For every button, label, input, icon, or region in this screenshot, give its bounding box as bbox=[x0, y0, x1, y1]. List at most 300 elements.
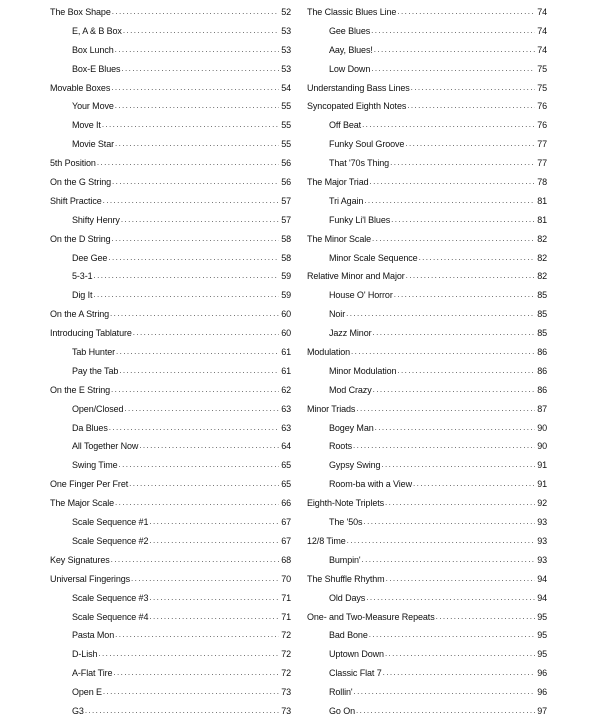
toc-entry-aay-blues bbox=[307, 41, 547, 60]
toc-entry-page-number: 64 bbox=[281, 441, 291, 452]
toc-entry-title: Your Move bbox=[72, 101, 114, 112]
toc-entry-page-number: 54 bbox=[281, 82, 291, 93]
dot-leader bbox=[124, 400, 279, 419]
dot-leader bbox=[113, 664, 279, 683]
toc-entry-scale-sequence-4 bbox=[50, 608, 291, 627]
dot-leader bbox=[109, 419, 279, 438]
dot-leader bbox=[373, 324, 535, 343]
dot-leader bbox=[346, 305, 535, 324]
toc-entry-page-number: 95 bbox=[537, 611, 547, 622]
toc-entry-12-8-time bbox=[307, 532, 547, 551]
toc-entry-universal-fingerings bbox=[50, 570, 291, 589]
toc-entry-page-number: 86 bbox=[537, 347, 547, 358]
dot-leader bbox=[397, 3, 535, 22]
dot-leader bbox=[123, 22, 279, 41]
dot-leader bbox=[374, 41, 535, 60]
dot-leader bbox=[94, 267, 279, 286]
toc-entry-title: Box Lunch bbox=[72, 44, 114, 55]
dot-leader bbox=[149, 608, 279, 627]
toc-entry-title: One Finger Per Fret bbox=[50, 479, 129, 490]
toc-entry-title: Old Days bbox=[329, 592, 366, 603]
toc-entry-dig-it bbox=[50, 286, 291, 305]
toc-entry-page-number: 55 bbox=[281, 120, 291, 131]
dot-leader bbox=[131, 570, 279, 589]
toc-entry-title: Bad Bone bbox=[329, 630, 368, 641]
toc-entry-d-lish bbox=[50, 645, 291, 664]
toc-entry-title: One- and Two-Measure Repeats bbox=[307, 611, 435, 622]
toc-entry-title: Pay the Tab bbox=[72, 365, 119, 376]
toc-entry-page-number: 86 bbox=[537, 365, 547, 376]
toc-entry-syncopated-eighth-notes bbox=[307, 97, 547, 116]
dot-leader bbox=[347, 532, 535, 551]
toc-entry-title: Shift Practice bbox=[50, 195, 102, 206]
toc-entry-title: On the E String bbox=[50, 384, 111, 395]
toc-entry-title: The Box Shape bbox=[50, 7, 111, 17]
dot-leader bbox=[115, 626, 279, 645]
toc-entry-title: Swing Time bbox=[72, 460, 118, 471]
toc-entry-page-number: 73 bbox=[281, 687, 291, 698]
toc-entry-page-number: 94 bbox=[537, 592, 547, 603]
dot-leader bbox=[356, 702, 535, 721]
toc-entry-page-number: 72 bbox=[281, 630, 291, 641]
dot-leader bbox=[386, 570, 535, 589]
toc-entry-page-number: 85 bbox=[537, 309, 547, 320]
toc-entry-page-number: 93 bbox=[537, 535, 547, 546]
toc-entry-page-number: 58 bbox=[281, 252, 291, 263]
toc-entry-on-the-a-string bbox=[50, 305, 291, 324]
toc-entry-title: Syncopated Eighth Notes bbox=[307, 101, 407, 112]
dot-leader bbox=[353, 437, 535, 456]
toc-entry-title: Uptown Down bbox=[329, 649, 384, 660]
toc-entry-page-number: 65 bbox=[281, 479, 291, 490]
toc-entry-g3 bbox=[50, 702, 291, 721]
toc-entry-title: Gypsy Swing bbox=[329, 460, 381, 471]
dot-leader bbox=[85, 702, 279, 721]
toc-entry-page-number: 72 bbox=[281, 649, 291, 660]
toc-entry-page-number: 59 bbox=[281, 271, 291, 282]
toc-entry-page-number: 87 bbox=[537, 403, 547, 414]
toc-entry-title: Modulation bbox=[307, 347, 351, 358]
toc-entry-title: Aay, Blues! bbox=[329, 44, 373, 55]
dot-leader bbox=[119, 456, 279, 475]
toc-entry-page-number: 76 bbox=[537, 120, 547, 131]
toc-entry-that-70s-thing bbox=[307, 154, 547, 173]
dot-leader bbox=[149, 513, 279, 532]
toc-entry-title: The Shuffle Rhythm bbox=[307, 573, 385, 584]
toc-entry-go-on bbox=[307, 702, 547, 721]
dot-leader bbox=[139, 437, 279, 456]
dot-leader bbox=[115, 97, 279, 116]
toc-entry-introducing-tablature bbox=[50, 324, 291, 343]
toc-entry-title: 5th Position bbox=[50, 158, 96, 169]
toc-entry-page-number: 81 bbox=[537, 214, 547, 225]
toc-entry-page-number: 96 bbox=[537, 668, 547, 679]
toc-entry-page-number: 77 bbox=[537, 158, 547, 169]
toc-entry-page-number: 85 bbox=[537, 328, 547, 339]
toc-entry-open-e bbox=[50, 683, 291, 702]
toc-entry-title: Shifty Henry bbox=[72, 214, 120, 225]
dot-leader bbox=[385, 645, 535, 664]
toc-entry-page-number: 65 bbox=[281, 460, 291, 471]
toc-entry-off-beat bbox=[307, 116, 547, 135]
toc-entry-noir bbox=[307, 305, 547, 324]
toc-entry-title: Go On bbox=[329, 705, 356, 716]
toc-entry-page-number: 76 bbox=[537, 101, 547, 112]
toc-entry-page-number: 94 bbox=[537, 573, 547, 584]
toc-entry-page-number: 62 bbox=[281, 384, 291, 395]
dot-leader bbox=[103, 683, 279, 702]
toc-entry-title: The Classic Blues Line bbox=[307, 7, 397, 17]
toc-entry-move-it bbox=[50, 116, 291, 135]
toc-entry-title: Minor Triads bbox=[307, 403, 356, 414]
dot-leader bbox=[364, 192, 535, 211]
dot-leader bbox=[116, 343, 279, 362]
toc-entry-title: Dee Gee bbox=[72, 252, 108, 263]
toc-entry-pasta-mon bbox=[50, 626, 291, 645]
toc-entry-title: Movie Star bbox=[72, 139, 115, 150]
dot-leader bbox=[112, 230, 279, 249]
toc-entry-the-shuffle-rhythm bbox=[307, 570, 547, 589]
toc-entry-title: E, A & B Box bbox=[72, 25, 122, 36]
toc-entry-rollin bbox=[307, 683, 547, 702]
toc-entry-bumpin bbox=[307, 551, 547, 570]
dot-leader bbox=[405, 135, 535, 154]
dot-leader bbox=[108, 249, 279, 268]
toc-entry-title: Box-E Blues bbox=[72, 63, 121, 74]
toc-entry-page-number: 60 bbox=[281, 309, 291, 320]
toc-entry-title: 5-3-1 bbox=[72, 271, 93, 282]
dot-leader bbox=[385, 494, 535, 513]
toc-entry-on-the-g-string bbox=[50, 173, 291, 192]
dot-leader bbox=[115, 135, 279, 154]
toc-entry-title: Noir bbox=[329, 309, 346, 320]
toc-entry-page-number: 92 bbox=[537, 498, 547, 509]
toc-entry-title: That '70s Thing bbox=[329, 158, 390, 169]
toc-entry-title: Open E bbox=[72, 687, 102, 698]
toc-entry-page-number: 74 bbox=[537, 44, 547, 55]
toc-entry-bad-bone bbox=[307, 626, 547, 645]
toc-entry-page-number: 75 bbox=[537, 82, 547, 93]
toc-entry-page-number: 90 bbox=[537, 422, 547, 433]
dot-leader bbox=[112, 3, 279, 22]
toc-entry-page-number: 95 bbox=[537, 630, 547, 641]
toc-entry-title: Scale Sequence #4 bbox=[72, 611, 149, 622]
toc-entry-page-number: 82 bbox=[537, 233, 547, 244]
toc-entry-title: Dig It bbox=[72, 290, 93, 301]
toc-entry-page-number: 82 bbox=[537, 271, 547, 282]
toc-entry-relative-minor-and-major bbox=[307, 267, 547, 286]
toc-entry-all-together-now bbox=[50, 437, 291, 456]
toc-entry-page-number: 81 bbox=[537, 195, 547, 206]
dot-leader bbox=[375, 419, 535, 438]
toc-entry-eighth-note-triplets bbox=[307, 494, 547, 513]
dot-leader bbox=[391, 211, 535, 230]
toc-entry-title: A-Flat Tire bbox=[72, 668, 113, 679]
dot-leader bbox=[383, 664, 535, 683]
toc-entry-scale-sequence-2 bbox=[50, 532, 291, 551]
dot-leader bbox=[102, 116, 279, 135]
toc-entry-page-number: 77 bbox=[537, 139, 547, 150]
dot-leader bbox=[115, 494, 279, 513]
dot-leader bbox=[406, 267, 535, 286]
toc-entry-page-number: 55 bbox=[281, 101, 291, 112]
dot-leader bbox=[119, 362, 279, 381]
toc-entry-page-number: 95 bbox=[537, 649, 547, 660]
toc-entry-classic-flat-7 bbox=[307, 664, 547, 683]
dot-leader bbox=[413, 475, 535, 494]
toc-entry-title: Tab Hunter bbox=[72, 347, 116, 358]
dot-leader bbox=[351, 343, 535, 362]
dot-leader bbox=[362, 116, 535, 135]
dot-leader bbox=[370, 173, 535, 192]
toc-entry-title: 12/8 Time bbox=[307, 535, 346, 546]
toc-entry-scale-sequence-3 bbox=[50, 589, 291, 608]
toc-entry-page-number: 73 bbox=[281, 705, 291, 716]
toc-entry-the-50s bbox=[307, 513, 547, 532]
toc-entry-page-number: 71 bbox=[281, 592, 291, 603]
toc-entry-box-e-blues bbox=[50, 60, 291, 79]
toc-entry-page-number: 57 bbox=[281, 195, 291, 206]
dot-leader bbox=[381, 456, 535, 475]
toc-entry-bogey-man bbox=[307, 419, 547, 438]
toc-entry-the-classic-blues-line bbox=[307, 3, 547, 22]
toc-entry-title: Scale Sequence #3 bbox=[72, 592, 149, 603]
toc-entry-title: Tri Again bbox=[329, 195, 364, 206]
toc-entry-one-and-two-measure-repeats bbox=[307, 608, 547, 627]
toc-entry-on-the-e-string bbox=[50, 381, 291, 400]
toc-entry-5-3-1 bbox=[50, 267, 291, 286]
toc-entry-page-number: 86 bbox=[537, 384, 547, 395]
toc-entry-open-closed bbox=[50, 400, 291, 419]
dot-leader bbox=[149, 532, 279, 551]
toc-entry-page-number: 56 bbox=[281, 158, 291, 169]
toc-entry-title: Open/Closed bbox=[72, 403, 124, 414]
dot-leader bbox=[354, 683, 535, 702]
toc-entry-minor-triads bbox=[307, 400, 547, 419]
toc-entry-one-finger-per-fret bbox=[50, 475, 291, 494]
dot-leader bbox=[419, 249, 535, 268]
dot-leader bbox=[97, 154, 279, 173]
toc-entry-title: All Together Now bbox=[72, 441, 139, 452]
toc-entry-on-the-d-string bbox=[50, 230, 291, 249]
toc-entry-gee-blues bbox=[307, 22, 547, 41]
toc-entry-title: Relative Minor and Major bbox=[307, 271, 405, 282]
toc-entry-title: Off Beat bbox=[329, 120, 362, 131]
dot-leader bbox=[362, 551, 535, 570]
dot-leader bbox=[111, 551, 279, 570]
toc-entry-title: Da Blues bbox=[72, 422, 108, 433]
toc-entry-page-number: 67 bbox=[281, 517, 291, 528]
toc-entry-mod-crazy bbox=[307, 381, 547, 400]
toc-entry-page-number: 67 bbox=[281, 535, 291, 546]
dot-leader bbox=[133, 324, 279, 343]
toc-entry-swing-time bbox=[50, 456, 291, 475]
toc-entry-jazz-minor bbox=[307, 324, 547, 343]
toc-entry-page-number: 68 bbox=[281, 554, 291, 565]
toc-entry-title: The Major Triad bbox=[307, 177, 369, 188]
dot-leader bbox=[112, 173, 279, 192]
toc-entry-page-number: 57 bbox=[281, 214, 291, 225]
dot-leader bbox=[110, 305, 279, 324]
toc-entry-title: Classic Flat 7 bbox=[329, 668, 382, 679]
toc-entry-title: Understanding Bass Lines bbox=[307, 82, 410, 93]
toc-entry-title: Universal Fingerings bbox=[50, 573, 131, 584]
toc-entry-title: Move It bbox=[72, 120, 101, 131]
dot-leader bbox=[129, 475, 279, 494]
toc-entry-title: Gee Blues bbox=[329, 25, 371, 36]
toc-entry-title: Key Signatures bbox=[50, 554, 110, 565]
toc-entry-page-number: 91 bbox=[537, 479, 547, 490]
toc-entry-funky-li-l-blues bbox=[307, 211, 547, 230]
dot-leader bbox=[436, 608, 535, 627]
toc-right-column bbox=[307, 3, 547, 721]
dot-leader bbox=[390, 154, 535, 173]
toc-entry-key-signatures bbox=[50, 551, 291, 570]
toc-entry-box-lunch bbox=[50, 41, 291, 60]
toc-entry-title: Minor Modulation bbox=[329, 365, 397, 376]
toc-entry-page-number: 90 bbox=[537, 441, 547, 452]
dot-leader bbox=[93, 286, 279, 305]
toc-entry-tri-again bbox=[307, 192, 547, 211]
toc-entry-page-number: 53 bbox=[281, 44, 291, 55]
toc-entry-page-number: 97 bbox=[537, 705, 547, 716]
dot-leader bbox=[121, 211, 279, 230]
dot-leader bbox=[111, 381, 279, 400]
dot-leader bbox=[111, 79, 279, 98]
toc-entry-title: The '50s bbox=[329, 517, 363, 528]
dot-leader bbox=[369, 626, 535, 645]
toc-entry-modulation bbox=[307, 343, 547, 362]
toc-entry-a-flat-tire bbox=[50, 664, 291, 683]
toc-entry-page-number: 63 bbox=[281, 403, 291, 414]
toc-entry-title: Room-ba with a View bbox=[329, 479, 412, 490]
dot-leader bbox=[149, 589, 279, 608]
toc-entry-page-number: 63 bbox=[281, 422, 291, 433]
toc-entry-minor-scale-sequence bbox=[307, 249, 547, 268]
dot-leader bbox=[411, 79, 535, 98]
toc-entry-gypsy-swing bbox=[307, 456, 547, 475]
toc-entry-title: The Minor Scale bbox=[307, 233, 372, 244]
toc-entry-page-number: 93 bbox=[537, 554, 547, 565]
toc-entry-roots bbox=[307, 437, 547, 456]
toc-entry-the-major-scale bbox=[50, 494, 291, 513]
toc-entry-uptown-down bbox=[307, 645, 547, 664]
dot-leader bbox=[121, 60, 279, 79]
toc-entry-title: Movable Boxes bbox=[50, 82, 111, 93]
toc-entry-title: Bogey Man bbox=[329, 422, 374, 433]
toc-entry-title: Scale Sequence #1 bbox=[72, 517, 149, 528]
toc-entry-page-number: 53 bbox=[281, 63, 291, 74]
toc-entry-page-number: 91 bbox=[537, 460, 547, 471]
toc-entry-house-o-horror bbox=[307, 286, 547, 305]
toc-entry-page-number: 96 bbox=[537, 687, 547, 698]
toc-entry-title: Bumpin' bbox=[329, 554, 361, 565]
toc-entry-title: House O' Horror bbox=[329, 290, 393, 301]
toc-entry-tab-hunter bbox=[50, 343, 291, 362]
toc-entry-title: Scale Sequence #2 bbox=[72, 535, 149, 546]
toc-entry-movie-star bbox=[50, 135, 291, 154]
toc-entry-page-number: 52 bbox=[281, 7, 291, 17]
toc-entry-title: Minor Scale Sequence bbox=[329, 252, 418, 263]
toc-entry-page-number: 74 bbox=[537, 25, 547, 36]
dot-leader bbox=[373, 381, 535, 400]
toc-entry-title: D-Lish bbox=[72, 649, 98, 660]
dot-leader bbox=[115, 41, 279, 60]
toc-entry-page-number: 56 bbox=[281, 177, 291, 188]
toc-entry-page-number: 78 bbox=[537, 177, 547, 188]
toc-entry-title: Pasta Mon bbox=[72, 630, 115, 641]
toc-entry-funky-soul-groove bbox=[307, 135, 547, 154]
toc-left-column bbox=[50, 3, 291, 721]
dot-leader bbox=[372, 230, 535, 249]
toc-entry-page-number: 61 bbox=[281, 347, 291, 358]
toc-entry-title: Funky Soul Groove bbox=[329, 139, 405, 150]
dot-leader bbox=[366, 589, 535, 608]
dot-leader bbox=[394, 286, 535, 305]
toc-entry-page-number: 66 bbox=[281, 498, 291, 509]
toc-entry-page-number: 82 bbox=[537, 252, 547, 263]
toc-entry-page-number: 72 bbox=[281, 668, 291, 679]
toc-entry-title: Low Down bbox=[329, 63, 371, 74]
toc-entry-page-number: 85 bbox=[537, 290, 547, 301]
dot-leader bbox=[103, 192, 279, 211]
toc-entry-page-number: 71 bbox=[281, 611, 291, 622]
toc-entry-old-days bbox=[307, 589, 547, 608]
toc-entry-title: The Major Scale bbox=[50, 498, 115, 509]
toc-entry-movable-boxes bbox=[50, 79, 291, 98]
toc-entry-title: On the D String bbox=[50, 233, 111, 244]
toc-entry-title: Funky Li'l Blues bbox=[329, 214, 391, 225]
toc-entry-page-number: 70 bbox=[281, 573, 291, 584]
toc-entry-page-number: 59 bbox=[281, 290, 291, 301]
toc-entry-page-number: 58 bbox=[281, 233, 291, 244]
toc-entry-page-number: 93 bbox=[537, 517, 547, 528]
toc-entry-your-move bbox=[50, 97, 291, 116]
dot-leader bbox=[98, 645, 279, 664]
toc-entry-page-number: 74 bbox=[537, 7, 547, 17]
toc-entry-understanding-bass-lines bbox=[307, 79, 547, 98]
toc-entry-page-number: 53 bbox=[281, 25, 291, 36]
toc-entry-page-number: 61 bbox=[281, 365, 291, 376]
dot-leader bbox=[356, 400, 535, 419]
dot-leader bbox=[407, 97, 535, 116]
toc-entry-minor-modulation bbox=[307, 362, 547, 381]
toc-entry-page-number: 60 bbox=[281, 328, 291, 339]
toc-entry-title: On the A String bbox=[50, 309, 110, 320]
toc-entry-e-a-b-box bbox=[50, 22, 291, 41]
toc-entry-room-ba-with-a-view bbox=[307, 475, 547, 494]
toc-entry-title: Roots bbox=[329, 441, 353, 452]
toc-entry-title: Introducing Tablature bbox=[50, 328, 132, 339]
dot-leader bbox=[371, 60, 535, 79]
toc-entry-scale-sequence-1 bbox=[50, 513, 291, 532]
toc-entry-da-blues bbox=[50, 419, 291, 438]
toc-entry-the-box-shape bbox=[50, 3, 291, 22]
toc-entry-pay-the-tab bbox=[50, 362, 291, 381]
dot-leader bbox=[397, 362, 535, 381]
toc-entry-title: Mod Crazy bbox=[329, 384, 372, 395]
toc-entry-title: Jazz Minor bbox=[329, 328, 372, 339]
toc-entry-dee-gee bbox=[50, 249, 291, 268]
dot-leader bbox=[363, 513, 535, 532]
toc-entry-low-down bbox=[307, 60, 547, 79]
toc-entry-title: Rollin' bbox=[329, 687, 353, 698]
toc-entry-page-number: 55 bbox=[281, 139, 291, 150]
toc-entry-page-number: 75 bbox=[537, 63, 547, 74]
toc-entry-shifty-henry bbox=[50, 211, 291, 230]
dot-leader bbox=[371, 22, 535, 41]
toc-entry-5th-position bbox=[50, 154, 291, 173]
